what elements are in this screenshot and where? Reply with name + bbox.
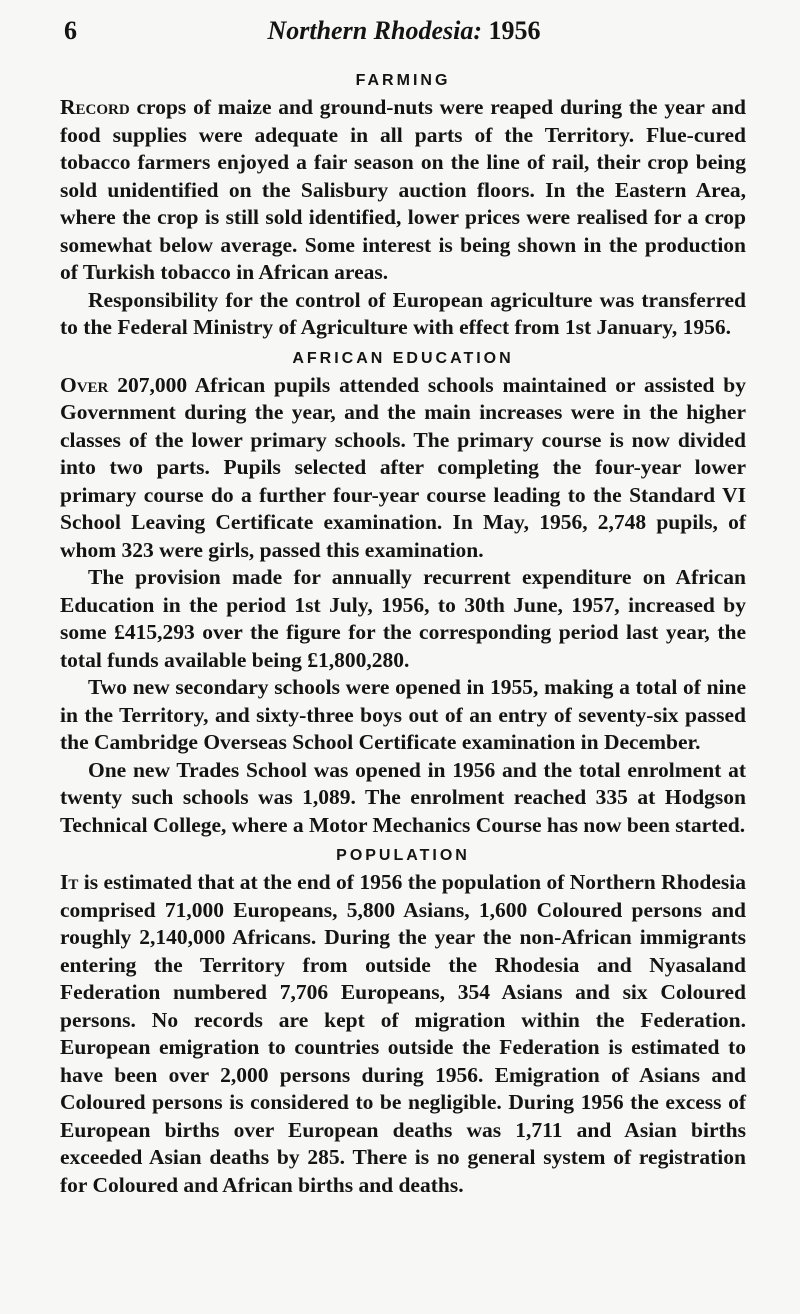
lead-word: Record bbox=[60, 95, 130, 119]
paragraph-text: 207,000 African pupils attended schools maintained or assisted by Government during the year, and the main increases were in the higher classes of the lower primary schools. The primary course is now divided into two parts. Pupils selected after completing the four-year lower primary course do a further four-year course leading to the Standard VI School Leaving Certificate examination. In May, 1956, 2,748 pupils, of whom 323 were girls, passed this examination. bbox=[60, 372, 746, 562]
paragraph: Responsibility for the control of European agriculture was transferred to the Federal Ministry of Agriculture with effect from 1st January, 1956. bbox=[60, 287, 746, 339]
paragraph: The provision made for annually recurrent expenditure on African Education in the period 1st July, 1956, to 30th June, 1957, increased by some £415,293 over the figure for the corresponding period last year, the total funds available being £1,800,280. bbox=[60, 565, 746, 672]
paragraph-text: crops of maize and ground-nuts were reaped during the year and food supplies were adequate in all parts of the Territory. Flue-cured tobacco farmers enjoyed a fair season on the line of rail, their crop being sold unidentified on the Salisbury auction floors. In the Eastern Area, where the crop is still sold identified, lower prices were realised for a crop somewhat below average. Some interest is being shown in the production of Turkish tobacco in African areas. bbox=[60, 95, 746, 284]
page-number: 6 bbox=[64, 16, 77, 45]
paragraph bbox=[60, 869, 746, 1199]
paragraph-text: is estimated that at the end of 1956 the population of Northern Rhodesia comprised 71,000 Europeans, 5,800 Asians, 1,600 Coloured persons and roughly 2,140,000 Africans. During the year the non-African immigrants entering the Territory from outside the Rhodesia and Nyasaland Federation numbered 7,706 Europeans, 354 Asians and six Coloured persons. No records are kept of migration within the Federation. European emigration to countries outside the Federation is estimated to have been over 2,000 persons during 1956. Emigration of Asians and Coloured persons is considered to be negligible. During 1956 the excess of European births over European deaths was 1,711 and Asian births exceeded Asian deaths by 285. There is no general system of registration for Coloured and African births and deaths. bbox=[60, 870, 746, 1197]
running-header bbox=[64, 16, 744, 52]
running-title bbox=[64, 16, 744, 46]
running-title-country: Northern Rhodesia: bbox=[267, 16, 483, 45]
body-text bbox=[60, 64, 746, 1205]
section-farming bbox=[60, 72, 746, 342]
lead-word: Over bbox=[60, 372, 109, 397]
section-population bbox=[60, 847, 746, 1199]
section-heading-african-education: AFRICAN EDUCATION bbox=[292, 349, 514, 367]
paragraph: One new Trades School was opened in 1956 and the total enrolment at twenty such schools was 1,089. The enrolment reached 335 at Hodgson Technical College, where a Motor Mechanics Course has now been started. bbox=[60, 757, 746, 837]
paragraph: Two new secondary schools were opened in 1955, making a total of nine in the Territory, and sixty-three boys out of an entry of seventy-six passed the Cambridge Overseas School Certificate examination in December. bbox=[60, 675, 746, 754]
paragraph bbox=[60, 372, 746, 565]
running-title-year: 1956 bbox=[488, 16, 541, 45]
paragraph bbox=[60, 94, 746, 287]
lead-word: It bbox=[60, 870, 79, 894]
section-heading-farming: FARMING bbox=[355, 72, 451, 89]
section-heading-population: POPULATION bbox=[336, 847, 470, 864]
section-african-education bbox=[60, 350, 746, 840]
